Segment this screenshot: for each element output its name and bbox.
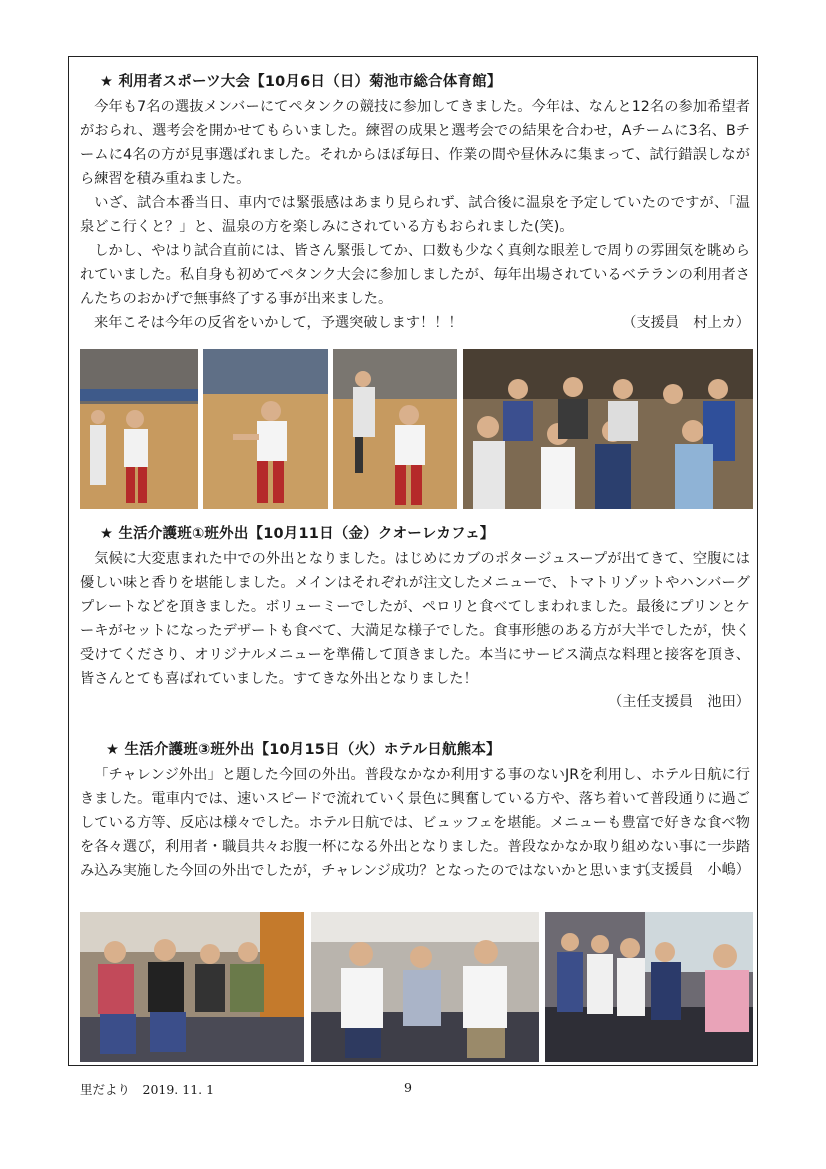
author-signature: （支援員 小嶋）	[636, 862, 750, 878]
photo-petanque-player-1	[80, 349, 198, 509]
paragraph: いざ、試合本番当日、車内では緊張感はあまり見られず、試合後に温泉を予定していたのですが、「温泉どこ行くと？」と、温泉の方を楽しみにされている方もおられました(笑)。	[80, 195, 750, 235]
photo-group-sports-team	[463, 349, 753, 509]
paragraph: 気候に大変恵まれた中での外出となりました。はじめにカブのポタージュスープが出てきて、空腹には優しい味と香りを堪能しました。メインはそれぞれが注文したメニューで、トマトリゾットやハンバーグプレートなどを頂きました。ボリューミーでしたが、ペロリと食べてしまわれました。最後にプリンとケーキがセットになったデザートも食べて、大満足な様子でした。食事形態のある方が大半でしたが，快く受けてくださり、オリジナルメニューを準備して頂きました。本当にサービス満点な料理と接客を頂き、皆さんとても喜ばれていました。すてきな外出となりました！	[80, 551, 750, 687]
photo-train-group-1	[80, 912, 304, 1062]
author-signature: （支援員 村上カ）	[622, 315, 750, 331]
section-cafe-outing	[80, 522, 750, 711]
newsletter-issue: 里だより 2019. 11. 1	[80, 1082, 215, 1097]
photo-train-group-2	[311, 912, 539, 1062]
photo-petanque-player-2	[203, 349, 328, 509]
author-signature: （主任支援員 池田）	[608, 694, 750, 710]
section-sports-day	[80, 70, 750, 335]
page-number: 9	[404, 1080, 412, 1095]
section-heading: ★ 生活介護班①班外出【10月11日（金）クオーレカフェ】	[100, 526, 495, 542]
photo-train-group-3	[545, 912, 753, 1062]
paragraph: しかし、やはり試合直前には、皆さん緊張してか、口数も少なく真剣な眼差しで周りの雰囲気を眺められていました。私自身も初めてペタンク大会に参加しましたが、毎年出場されているベテランの利用者さんたちのおかげで無事終了する事が出来ました。	[80, 243, 750, 307]
photo-petanque-player-3	[333, 349, 457, 509]
section-heading: ★ 生活介護班③班外出【10月15日（火）ホテル日航熊本】	[106, 742, 501, 758]
section-hotel-outing	[80, 738, 750, 879]
section-heading: ★ 利用者スポーツ大会【10月6日（日）菊池市総合体育館】	[100, 74, 502, 90]
paragraph-closing: 来年こそは今年の反省をいかして，予選突破します！！！	[94, 315, 463, 331]
paragraph: 「チャレンジ外出」と題した今回の外出。普段なかなか利用する事のないJRを利用し、ホテル日航に行きました。電車内では、速いスピードで流れていく景色に興奮している方や、落ち着いて普段通りに過ごしている方等、反応は様々でした。ホテル日航では、ビュッフェを堪能。メニューも豊富で好きな食べ物を各々選び，利用者・職員共々お腹一杯になる外出となりました。普段なかなか取り組めない事に一歩踏み込み実施した今回の外出でしたが，チャレンジ成功？となったのではないかと思います。	[80, 767, 750, 879]
paragraph: 今年も7名の選抜メンバーにてペタンクの競技に参加してきました。今年は、なんと12名の参加希望者がおられ、選考会を開かせてもらいました。練習の成果と選考会での結果を合わせ，Aチームに3名、Bチームに4名の方が見事選ばれました。それからほぼ毎日、作業の間や昼休みに集まって、試行錯誤しながら練習を積み重ねました。	[80, 99, 750, 187]
